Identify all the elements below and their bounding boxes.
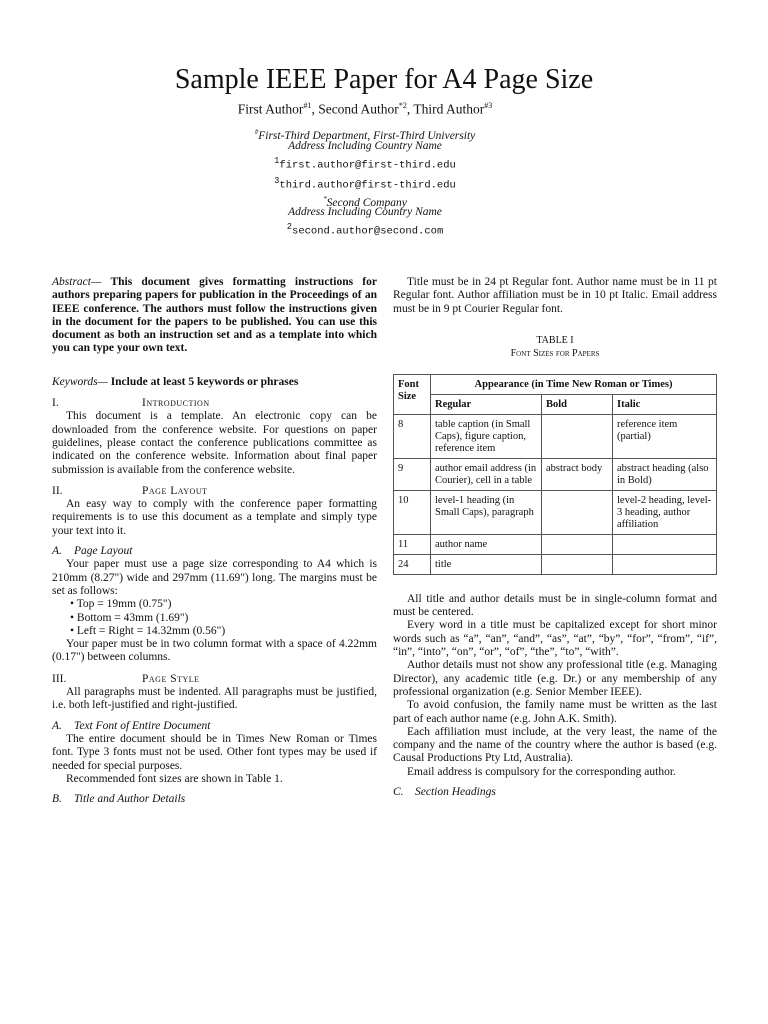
affiliation-line: Second Company bbox=[326, 196, 407, 209]
header-bold: Bold bbox=[542, 394, 613, 414]
section-title: Page Layout bbox=[142, 484, 208, 497]
table-title: Font Sizes for Papers bbox=[510, 347, 600, 359]
cell-regular: level-1 heading (in Small Caps), paragraph bbox=[431, 490, 542, 534]
table-header-row bbox=[394, 394, 717, 414]
section-title: Introduction bbox=[142, 397, 210, 410]
keywords-label: Keywords bbox=[52, 375, 98, 388]
cell-bold: abstract body bbox=[542, 458, 613, 490]
right-column bbox=[393, 276, 717, 799]
table-row bbox=[394, 554, 717, 574]
paragraph: An easy way to comply with the conference paper formatting requirements is to use this document as a template and simply type your text into it. bbox=[52, 498, 377, 537]
author-name: Second Author bbox=[318, 101, 399, 117]
bullet-item: • Bottom = 43mm (1.69") bbox=[70, 611, 189, 624]
subsection-title: Section Headings bbox=[415, 786, 496, 799]
author-name: Third Author bbox=[413, 101, 485, 117]
affiliation-2-address: Address Including Country Name bbox=[288, 206, 442, 218]
paper-title: Sample IEEE Paper for A4 Page Size bbox=[174, 64, 594, 95]
cell-bold bbox=[542, 414, 613, 458]
section-heading bbox=[52, 397, 377, 410]
email-1 bbox=[0, 156, 730, 172]
paragraph: This document is a template. An electronic copy can be downloaded from the conference website. For questions on paper guidelines, please contact the conference publications committee as indicated on the conference website. Information about final paper submission is available from the conference website. bbox=[52, 410, 377, 476]
affiliation-mark: # bbox=[254, 128, 259, 136]
header-italic: Italic bbox=[613, 394, 717, 414]
paragraph: Every word in a title must be capitalized except for short minor words such as “a”, “an”, “and”, “as”, “at”, “by”, “for”, “from”, “if”, “in”, “into”, “on”, “or”, “of”, “the”, “to”, “with”. bbox=[393, 619, 717, 659]
author-mark: #3 bbox=[484, 101, 493, 110]
affiliation-line: First-Third Department, First-Third University bbox=[258, 129, 476, 142]
paragraph: Your paper must use a page size corresponding to A4 which is 210mm (8.27") wide and 297mm (11.69") long. The margins must be set as follows: bbox=[52, 558, 377, 597]
table-row bbox=[394, 458, 717, 490]
cell-italic: reference item (partial) bbox=[613, 414, 717, 458]
cell-bold bbox=[542, 534, 613, 554]
email-2 bbox=[0, 222, 730, 238]
abstract-text: This document gives formatting instructions for authors preparing papers for publication in the Proceedings of an IEEE conference. The authors must follow the instructions given in the document for the papers to be published. You can use this document as both an instruction set and as a template into which you can type your own text. bbox=[52, 276, 377, 355]
header-regular: Regular bbox=[431, 394, 542, 414]
section-number: II. bbox=[52, 484, 63, 497]
table-label: TABLE I bbox=[536, 334, 574, 346]
bullet-item: • Top = 19mm (0.75") bbox=[70, 598, 172, 611]
cell-regular: title bbox=[431, 554, 542, 574]
table-row bbox=[394, 414, 717, 458]
cell-italic: abstract heading (also in Bold) bbox=[613, 458, 717, 490]
subsection-heading bbox=[393, 786, 717, 799]
header-font-size: Font Size bbox=[394, 374, 431, 414]
subsection-number: A. bbox=[52, 719, 62, 732]
cell-size: 24 bbox=[394, 554, 431, 574]
section-heading bbox=[52, 485, 377, 498]
cell-italic: level-2 heading, level-3 heading, author affiliation bbox=[613, 490, 717, 534]
author-list: First Author$^{\#1}$, Second Author$^{*2}$, Third Author$^{\#3}$ bbox=[237, 101, 493, 117]
paragraph: The entire document should be in Times New Roman or Times font. Type 3 fonts must not be used. Other font types may be used if needed for special purposes. bbox=[52, 732, 377, 772]
cell-regular: author name bbox=[431, 534, 542, 554]
subsection-heading bbox=[52, 545, 377, 558]
email-mark: 2 bbox=[286, 222, 293, 232]
email-text: second.author@second.com bbox=[292, 225, 444, 238]
font-size-table bbox=[393, 374, 717, 575]
cell-size: 11 bbox=[394, 534, 431, 554]
header-appearance: Appearance (in Time New Roman or Times) bbox=[431, 374, 717, 394]
paragraph: To avoid confusion, the family name must be written as the last part of each author name (e.g. John A.K. Smith). bbox=[393, 699, 717, 725]
subsection-title: Page Layout bbox=[74, 545, 133, 558]
affiliation-mark: * bbox=[323, 195, 327, 203]
keywords bbox=[52, 376, 377, 389]
left-column bbox=[52, 276, 377, 806]
subsection-heading bbox=[52, 793, 377, 806]
paragraph: Each affiliation must include, at the very least, the name of the company and the name of the country where the author is based (e.g. Causal Productions Pty Ltd, Australia). bbox=[393, 725, 717, 765]
subsection-number: C. bbox=[393, 786, 404, 799]
section-heading bbox=[52, 673, 377, 686]
keywords-dash: — bbox=[97, 375, 111, 388]
affiliation-1-address: Address Including Country Name bbox=[288, 140, 442, 152]
email-text: first.author@first-third.edu bbox=[279, 159, 456, 172]
cell-size: 9 bbox=[394, 458, 431, 490]
table-header-row bbox=[394, 374, 717, 394]
table-caption bbox=[393, 334, 717, 360]
subsection-heading bbox=[52, 720, 377, 733]
author-name: First Author bbox=[237, 101, 304, 117]
email-3 bbox=[0, 176, 730, 192]
abstract-label: Abstract bbox=[52, 276, 91, 288]
cell-bold bbox=[542, 554, 613, 574]
cell-size: 8 bbox=[394, 414, 431, 458]
section-title: Page Style bbox=[142, 672, 200, 685]
table-row bbox=[394, 534, 717, 554]
subsection-title: Text Font of Entire Document bbox=[74, 719, 211, 732]
paragraph: Author details must not show any professional title (e.g. Managing Director), any academic title (e.g. Dr.) or any membership of any professional organization (e.g. Senior Member IEEE). bbox=[393, 659, 717, 698]
author-mark: *2 bbox=[398, 101, 407, 110]
paragraph: All paragraphs must be indented. All paragraphs must be justified, i.e. both left-justified and right-justified. bbox=[52, 686, 377, 712]
table-row bbox=[394, 490, 717, 534]
paragraph: Recommended font sizes are shown in Table 1. bbox=[66, 772, 283, 785]
paragraph: Title must be in 24 pt Regular font. Author name must be in 11 pt Regular font. Author affiliation must be in 10 pt Italic. Email address must be in 9 pt Courier Regular font. bbox=[393, 276, 717, 315]
cell-regular: table caption (in Small Caps), figure caption, reference item bbox=[431, 414, 542, 458]
author-mark: #1 bbox=[303, 101, 312, 110]
cell-italic bbox=[613, 534, 717, 554]
email-text: third.author@first-third.edu bbox=[279, 179, 456, 192]
email-mark: 3 bbox=[274, 176, 280, 186]
bullet-item: • Left = Right = 14.32mm (0.56") bbox=[70, 624, 226, 637]
section-number: I. bbox=[52, 397, 59, 410]
paragraph: Your paper must be in two column format with a space of 4.22mm (0.17") between columns. bbox=[52, 638, 377, 664]
paragraph: All title and author details must be in single-column format and must be centered. bbox=[393, 592, 717, 619]
abstract-dash: — bbox=[90, 276, 111, 288]
abstract bbox=[52, 276, 377, 356]
cell-regular: author email address (in Courier), cell in a table bbox=[431, 458, 542, 490]
subsection-number: B. bbox=[52, 793, 62, 806]
paragraph: Email address is compulsory for the corresponding author. bbox=[407, 765, 676, 778]
cell-size: 10 bbox=[394, 490, 431, 534]
subsection-title: Title and Author Details bbox=[74, 793, 186, 806]
cell-bold bbox=[542, 490, 613, 534]
email-mark: 1 bbox=[274, 156, 280, 166]
keywords-text: Include at least 5 keywords or phrases bbox=[110, 375, 299, 388]
subsection-number: A. bbox=[52, 545, 62, 558]
cell-italic bbox=[613, 554, 717, 574]
section-number: III. bbox=[52, 672, 67, 685]
